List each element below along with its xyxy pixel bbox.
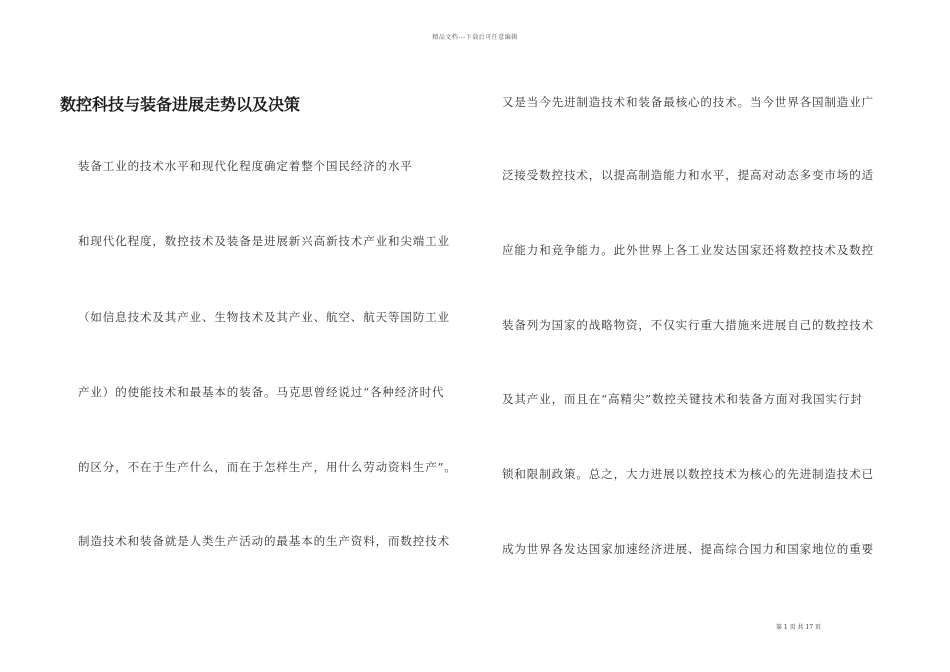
body-text-line: （如信息技术及其产业、生物技术及其产业、航空、航天等国防工业	[78, 310, 450, 324]
page-header-note: 精品文档---下载后可任意编辑	[432, 34, 518, 41]
body-text-line: 装备列为国家的战略物资，不仅实行重大措施来进展自己的数控技术	[502, 318, 874, 332]
body-text-line: 制造技术和装备就是人类生产活动的最基本的生产资料，而数控技术	[78, 534, 450, 548]
body-text-line: 装备工业的技术水平和现代化程度确定着整个国民经济的水平	[78, 159, 413, 173]
document-title: 数控科技与装备进展走势以及决策	[60, 95, 301, 114]
body-text-line: 泛接受数控技术，以提高制造能力和水平，提高对动态多变市场的适	[502, 168, 874, 182]
body-text-line: 应能力和竞争能力。此外世界上各工业发达国家还将数控技术及数控	[502, 243, 874, 257]
body-text-line: 成为世界各发达国家加速经济进展、提高综合国力和国家地位的重要	[502, 542, 874, 556]
page-number: 第 1 页 共 17 页	[776, 624, 821, 631]
body-text-line: 和现代化程度，数控技术及装备是进展新兴高新技术产业和尖端工业	[78, 234, 450, 248]
body-text-line: 的区分，不在于生产什么，而在于怎样生产，用什么劳动资料生产”。	[78, 460, 457, 474]
body-text-line: 产业）的使能技术和最基本的装备。马克思曾经说过“各种经济时代	[78, 385, 445, 399]
body-text-line: 锁和限制政策。总之，大力进展以数控技术为核心的先进制造技术已	[502, 467, 874, 481]
body-text-line: 又是当今先进制造技术和装备最核心的技术。当今世界各国制造业广	[502, 95, 874, 109]
body-text-line: 及其产业，而且在“高精尖”数控关键技术和装备方面对我国实行封	[502, 392, 863, 406]
